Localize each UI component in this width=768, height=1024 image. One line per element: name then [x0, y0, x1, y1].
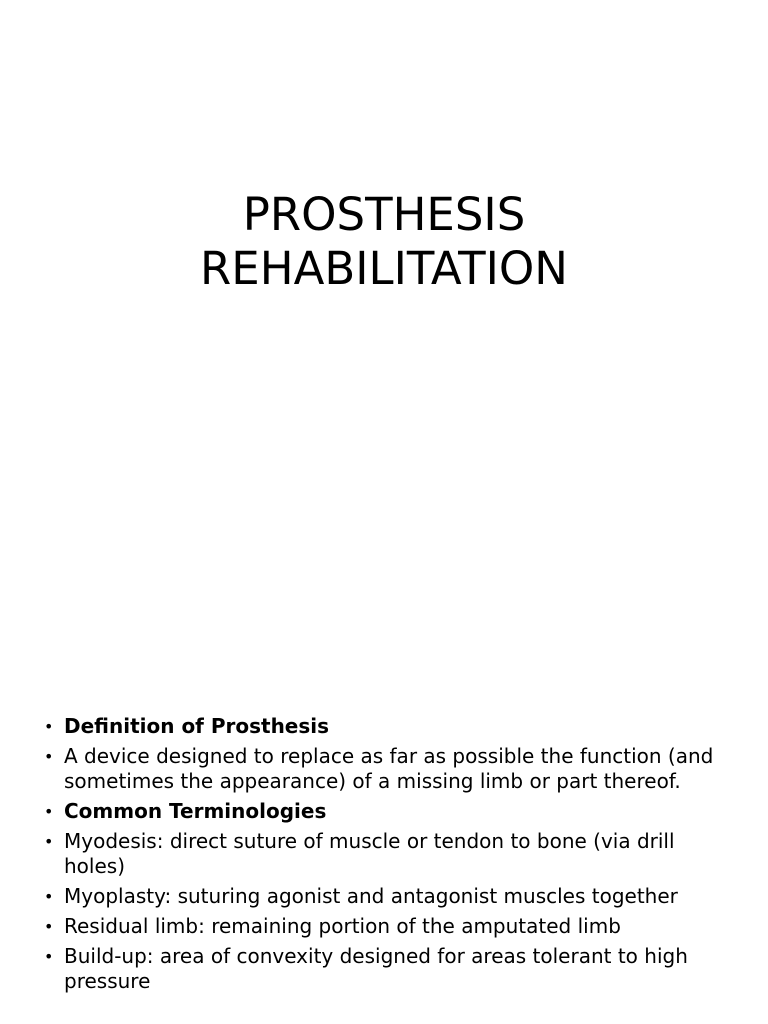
bullet-dot-icon: • [44, 887, 54, 906]
bullet-list [44, 714, 734, 999]
bullet-item-build-up [44, 944, 734, 994]
bullet-dot-icon: • [44, 802, 54, 821]
bullet-dot-icon: • [44, 747, 54, 766]
bullet-item-residual-limb [44, 914, 734, 939]
slide-title [0, 188, 768, 296]
bullet-dot-icon: • [44, 947, 54, 966]
bullet-item-myoplasty [44, 884, 734, 909]
bullet-item-myodesis [44, 829, 734, 879]
bullet-item-definition [44, 744, 734, 794]
bullet-text: Common Terminologies [64, 799, 327, 823]
bullet-text: A device designed to replace as far as possible the function (and sometimes the appearance) of a missing limb or part thereof. [64, 744, 714, 793]
bullet-dot-icon: • [44, 917, 54, 936]
bullet-item-terminologies-heading [44, 799, 734, 824]
title-line-2: REHABILITATION [200, 242, 568, 295]
bullet-text: Build-up: area of convexity designed for areas tolerant to high pressure [64, 944, 688, 993]
bullet-dot-icon: • [44, 832, 54, 851]
bullet-text: Definition of Prosthesis [64, 714, 330, 738]
bullet-text: Myodesis: direct suture of muscle or tendon to bone (via drill holes) [64, 829, 675, 878]
bullet-text: Myoplasty: suturing agonist and antagonist muscles together [64, 884, 678, 908]
bullet-text: Residual limb: remaining portion of the amputated limb [64, 914, 621, 938]
bullet-dot-icon: • [44, 717, 54, 736]
bullet-item-definition-heading [44, 714, 734, 739]
content-slide [0, 690, 768, 1024]
title-line-1: PROSTHESIS [242, 188, 526, 241]
